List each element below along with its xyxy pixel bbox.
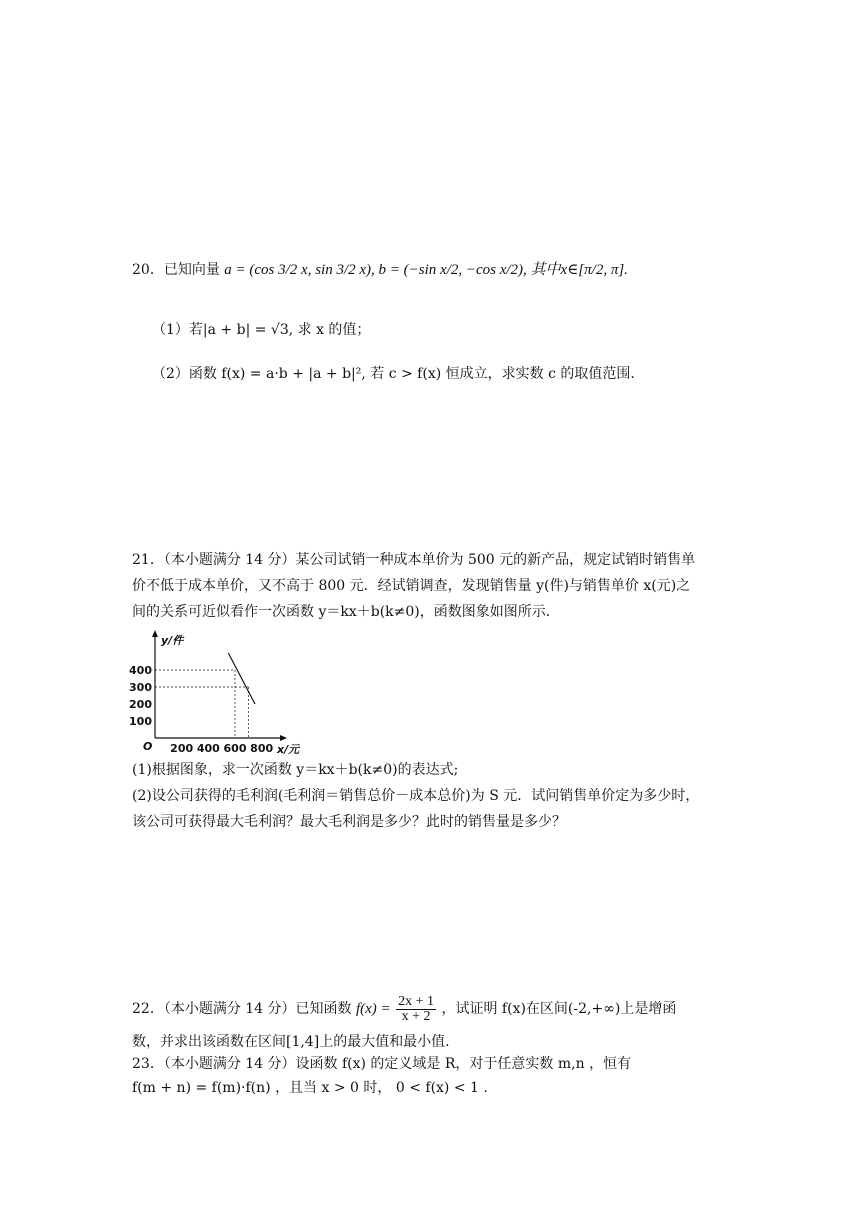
y-axis-arrow: [152, 630, 158, 637]
x-tick-label: 200: [170, 742, 194, 755]
q20-part-1: （1）若|a + b| = √3, 求 x 的值；: [152, 322, 371, 338]
function-line: [228, 653, 255, 704]
x-tick-label: 800: [250, 742, 274, 755]
q20-stem: 20．已知向量 a = (cos 3/2 x, sin 3/2 x), b = (−sin x/2, −cos x/2), 其中x∈[π/2, π].: [132, 262, 628, 278]
x-axis-arrow: [280, 735, 287, 741]
q22-line-1: 22．（本小题满分 14 分）已知函数 f(x) = $\frac{2x + 1}{x + 2}$ ，试证明 f(x)在区间(-2,+∞)上是增函: [132, 993, 677, 1024]
y-tick-label: 100: [129, 715, 152, 728]
y-tick-label: 300: [129, 681, 152, 694]
y-tick-label: 400: [129, 664, 152, 677]
q21-function-graph: [125, 630, 300, 756]
x-axis-label: x/元: [277, 743, 300, 756]
q21-line-3: 间的关系可近似看作一次函数 y＝kx＋b(k≠0)，函数图象如图所示．: [132, 604, 560, 620]
q23-line-1: 23．（本小题满分 14 分）设函数 f(x) 的定义域是 R，对于任意实数 m,n ，恒有: [132, 1056, 632, 1072]
q20-part-2: （2）函数 f(x) = a·b + |a + b|², 若 c > f(x) 恒成立，求实数 c 的取值范围.: [152, 366, 635, 382]
q21-part-2b: 该公司可获得最大毛利润？最大毛利润是多少？此时的销售量是多少？: [132, 814, 566, 830]
origin-label: O: [143, 740, 153, 753]
q23-line-2: f(m + n) = f(m)·f(n) ，且当 x > 0 时， 0 < f(x) < 1 .: [132, 1080, 488, 1096]
q22-line-2: 数，并求出该函数在区间[1,4]上的最大值和最小值.: [132, 1034, 450, 1050]
q21-line-2: 价不低于成本单价，又不高于 800 元．经试销调查，发现销售量 y(件)与销售单价 x(元)之: [132, 578, 691, 594]
q22-function-fraction: $\frac{2x + 1}{x + 2}$: [398, 993, 435, 1024]
x-tick-label: 600: [223, 742, 247, 755]
y-axis-label: y/件: [161, 634, 184, 647]
q21-line-1: 21．（本小题满分 14 分）某公司试销一种成本单价为 500 元的新产品，规定试销时销售单: [132, 552, 696, 568]
q21-part-1: (1)根据图象，求一次函数 y＝kx＋b(k≠0)的表达式;: [132, 762, 459, 778]
q20-stem-math: a = (cos 3/2 x, sin 3/2 x), b = (−sin x/2, −cos x/2), 其中x∈[π/2, π].: [224, 262, 628, 278]
q21-part-2a: (2)设公司获得的毛利润(毛利润＝销售总价－成本总价)为 S 元．试问销售单价定为多少时，: [132, 788, 700, 804]
x-tick-label: 400: [196, 742, 220, 755]
y-tick-label: 200: [129, 698, 152, 711]
